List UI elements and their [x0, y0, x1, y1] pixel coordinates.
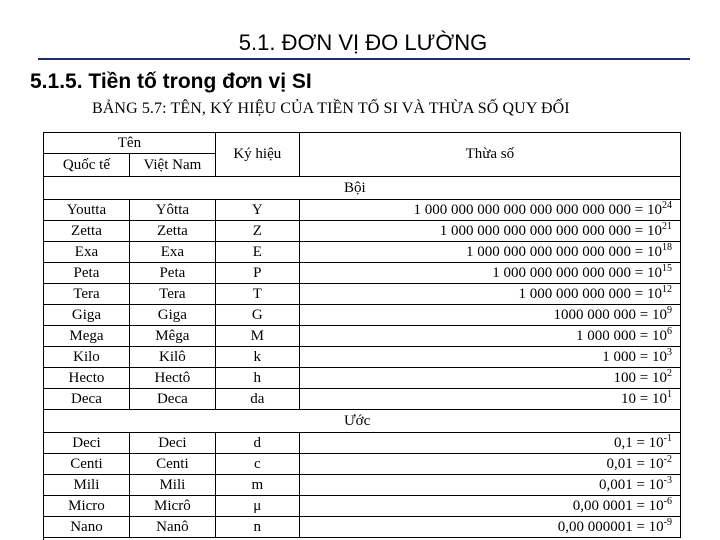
cell-vietnam: Kilô [129, 347, 215, 368]
cell-international: Tera [44, 284, 130, 305]
cell-vietnam: Hectô [129, 368, 215, 389]
header-symbol: Ký hiệu [215, 133, 299, 177]
cell-symbol: h [215, 368, 299, 389]
section-row [44, 177, 681, 200]
factor-value: 1 000 = 10 [602, 348, 667, 365]
factor-exponent: -2 [663, 453, 672, 465]
cell-symbol: G [215, 305, 299, 326]
cell-international: Zetta [44, 221, 130, 242]
factor-exponent: 24 [662, 199, 672, 211]
factor-value: 10 = 10 [621, 390, 667, 407]
cell-vietnam: Peta [129, 263, 215, 284]
factor-exponent: 12 [662, 283, 672, 295]
cell-international: Exa [44, 242, 130, 263]
cell-international: Peta [44, 263, 130, 284]
cell-vietnam: Micrô [129, 496, 215, 517]
cell-factor [299, 496, 680, 517]
factor-exponent: 18 [662, 241, 672, 253]
cell-factor [299, 305, 680, 326]
table-row [44, 433, 681, 454]
cell-international: Giga [44, 305, 130, 326]
cell-factor [299, 326, 680, 347]
cell-vietnam: Centi [129, 454, 215, 475]
cell-symbol: n [215, 517, 299, 538]
cell-vietnam: Deca [129, 389, 215, 410]
table-row [44, 389, 681, 410]
cell-international: Deca [44, 389, 130, 410]
title-underline [38, 58, 690, 60]
table-row [44, 305, 681, 326]
cell-factor [299, 200, 680, 221]
cell-international: Deci [44, 433, 130, 454]
factor-value: 1 000 000 000 000 000 000 000 = 10 [439, 222, 662, 239]
cell-symbol: da [215, 389, 299, 410]
table-row [44, 347, 681, 368]
factor-exponent: -9 [663, 516, 672, 528]
cell-international: Micro [44, 496, 130, 517]
cell-factor [299, 475, 680, 496]
factor-value: 0,01 = 10 [606, 455, 664, 472]
section-label: Ước [44, 410, 681, 433]
cell-vietnam: Zetta [129, 221, 215, 242]
header-name: Tên [44, 133, 216, 154]
cell-factor [299, 221, 680, 242]
table-row [44, 200, 681, 221]
section-heading: 5.1.5. Tiền tố trong đơn vị SI [30, 70, 312, 93]
cell-factor [299, 347, 680, 368]
table-row [44, 263, 681, 284]
factor-exponent: -3 [663, 474, 672, 486]
cell-factor [299, 433, 680, 454]
cell-symbol: P [215, 263, 299, 284]
cell-factor [299, 242, 680, 263]
cell-symbol: μ [215, 496, 299, 517]
cell-factor [299, 368, 680, 389]
cell-international: Hecto [44, 368, 130, 389]
factor-value: 100 = 10 [613, 369, 667, 386]
cell-vietnam: Nanô [129, 517, 215, 538]
factor-value: 1000 000 000 = 10 [553, 306, 667, 323]
cell-vietnam: Giga [129, 305, 215, 326]
factor-value: 0,00 0001 = 10 [572, 497, 664, 514]
cell-vietnam: Tera [129, 284, 215, 305]
factor-exponent: 21 [662, 220, 672, 232]
header-factor: Thừa số [299, 133, 680, 177]
table-row [44, 496, 681, 517]
factor-value: 0,00 000001 = 10 [557, 518, 664, 535]
factor-exponent: 2 [667, 367, 672, 379]
factor-exponent: -1 [663, 432, 672, 444]
table-continuation-border [43, 527, 44, 540]
cell-international: Mega [44, 326, 130, 347]
cell-symbol: c [215, 454, 299, 475]
cell-vietnam: Mili [129, 475, 215, 496]
factor-value: 1 000 000 = 10 [576, 327, 667, 344]
factor-value: 1 000 000 000 000 000 = 10 [492, 264, 662, 281]
cell-symbol: T [215, 284, 299, 305]
cell-factor [299, 517, 680, 538]
table-row [44, 475, 681, 496]
cell-symbol: E [215, 242, 299, 263]
factor-exponent: -6 [663, 495, 672, 507]
table-row [44, 517, 681, 538]
table-caption: BẢNG 5.7: TÊN, KÝ HIỆU CỦA TIỀN TỐ SI VÀ THỪA SỐ QUY ĐỔI [92, 100, 570, 117]
factor-value: 1 000 000 000 000 = 10 [518, 285, 662, 302]
cell-vietnam: Yôtta [129, 200, 215, 221]
section-label: Bội [44, 177, 681, 200]
table-row [44, 326, 681, 347]
cell-international: Youtta [44, 200, 130, 221]
cell-vietnam: Mêga [129, 326, 215, 347]
cell-international: Centi [44, 454, 130, 475]
cell-international: Kilo [44, 347, 130, 368]
table-row [44, 368, 681, 389]
cell-symbol: Z [215, 221, 299, 242]
cell-symbol: m [215, 475, 299, 496]
factor-value: 1 000 000 000 000 000 000 = 10 [466, 243, 662, 260]
factor-value: 0,1 = 10 [613, 434, 664, 451]
cell-symbol: d [215, 433, 299, 454]
cell-symbol: M [215, 326, 299, 347]
factor-exponent: 6 [667, 325, 672, 337]
cell-vietnam: Deci [129, 433, 215, 454]
cell-international: Nano [44, 517, 130, 538]
cell-factor [299, 389, 680, 410]
section-row [44, 410, 681, 433]
factor-exponent: 1 [667, 388, 672, 400]
cell-factor [299, 263, 680, 284]
header-vietnam: Việt Nam [129, 154, 215, 177]
cell-symbol: k [215, 347, 299, 368]
table-row [44, 221, 681, 242]
table-row [44, 284, 681, 305]
cell-vietnam: Exa [129, 242, 215, 263]
table-row [44, 454, 681, 475]
slide-title: 5.1. ĐƠN VỊ ĐO LƯỜNG [238, 30, 488, 55]
header-international: Quốc tế [44, 154, 130, 177]
factor-value: 1 000 000 000 000 000 000 000 000 = 10 [413, 201, 662, 218]
table-row [44, 242, 681, 263]
factor-exponent: 9 [667, 304, 672, 316]
cell-factor [299, 284, 680, 305]
si-prefix-table [43, 132, 681, 538]
factor-value: 0,001 = 10 [598, 476, 664, 493]
cell-factor [299, 454, 680, 475]
cell-international: Mili [44, 475, 130, 496]
factor-exponent: 3 [667, 346, 672, 358]
factor-exponent: 15 [662, 262, 672, 274]
cell-symbol: Y [215, 200, 299, 221]
